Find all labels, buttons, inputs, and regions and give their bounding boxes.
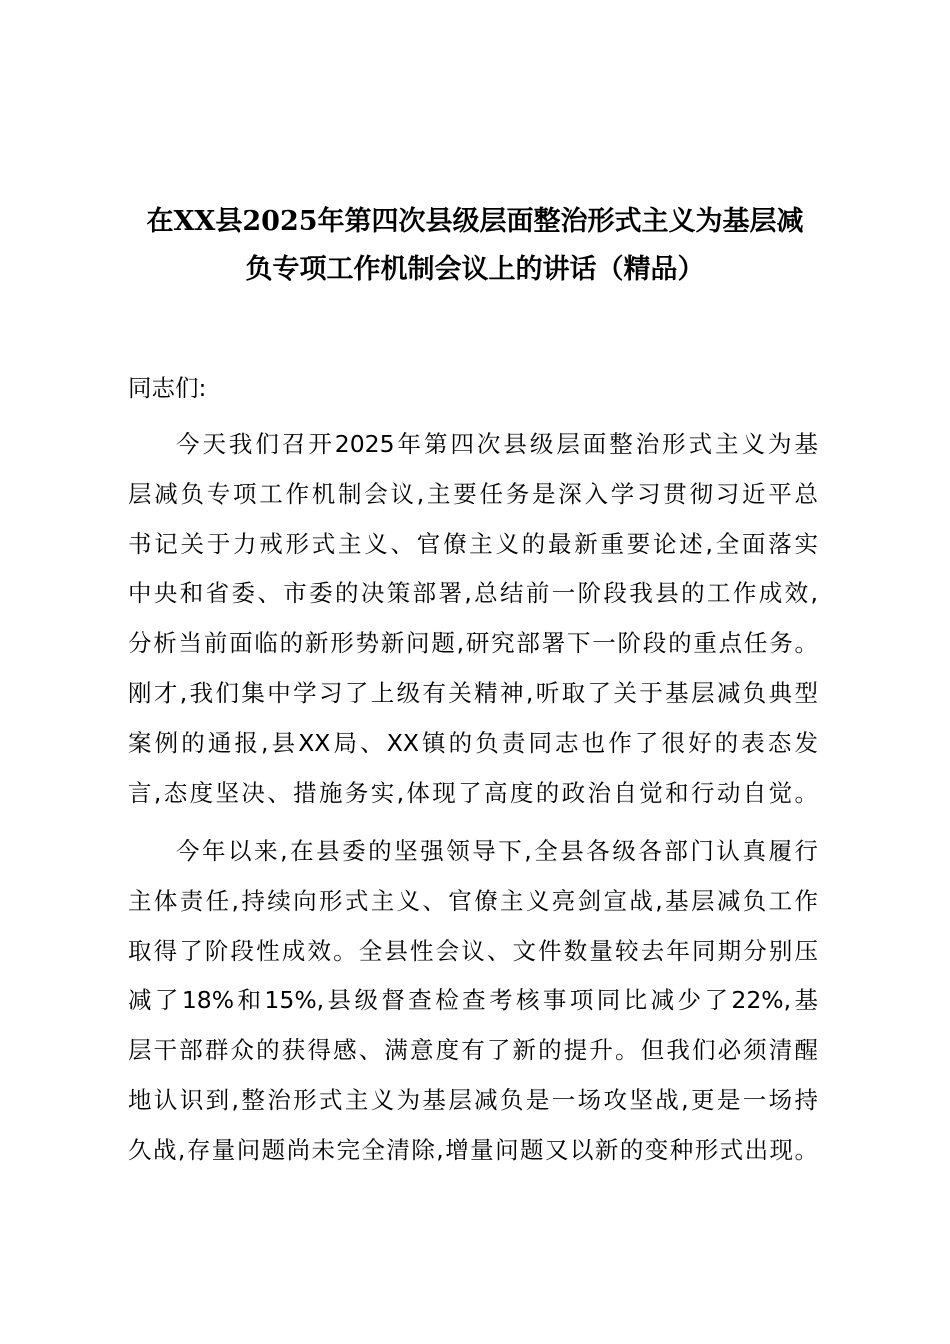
document-title-line-1: 在XX县2025年第四次县级层面整治形式主义为基层减: [146, 206, 804, 237]
paragraph-1-line: 刚才,我们集中学习了上级有关精神,听取了关于基层减负典型: [128, 679, 818, 707]
paragraph-2-line: 久战,存量问题尚未完全清除,增量问题又以新的变种形式出现。: [128, 1135, 818, 1164]
paragraph-1-line: 今天我们召开2025年第四次县级层面整治形式主义为基: [176, 430, 818, 458]
document-title-line-2: 负专项工作机制会议上的讲话（精品）: [245, 254, 705, 285]
paragraph-2-line: 地认识到,整治形式主义为基层减负是一场攻坚战,更是一场持: [128, 1086, 818, 1114]
paragraph-1-line: 书记关于力戒形式主义、官僚主义的最新重要论述,全面落实: [128, 529, 818, 558]
paragraph-1-line: 层减负专项工作机制会议,主要任务是深入学习贯彻习近平总: [128, 479, 818, 508]
paragraph-2-line: 层干部群众的获得感、满意度有了新的提升。但我们必须清醒: [128, 1036, 818, 1065]
paragraph-2-line: 取得了阶段性成效。全县性会议、文件数量较去年同期分别压: [128, 936, 818, 965]
paragraph-1-line: 案例的通报,县XX局、XX镇的负责同志也作了很好的表态发: [128, 728, 818, 757]
salutation: 同志们:: [128, 374, 207, 402]
paragraph-1-line: 中央和省委、市委的决策部署,总结前一阶段我县的工作成效,: [128, 579, 818, 608]
paragraph-1-line: 言,态度坚决、措施务实,体现了高度的政治自觉和行动自觉。: [128, 778, 818, 807]
paragraph-2-line: 主体责任,持续向形式主义、官僚主义亮剑宣战,基层减负工作: [128, 886, 818, 915]
paragraph-2-line: 减了18%和15%,县级督查检查考核事项同比减少了22%,基: [128, 986, 818, 1015]
paragraph-1-line: 分析当前面临的新形势新问题,研究部署下一阶段的重点任务。: [128, 629, 818, 658]
paragraph-2-line: 今年以来,在县委的坚强领导下,全县各级各部门认真履行: [176, 837, 818, 865]
